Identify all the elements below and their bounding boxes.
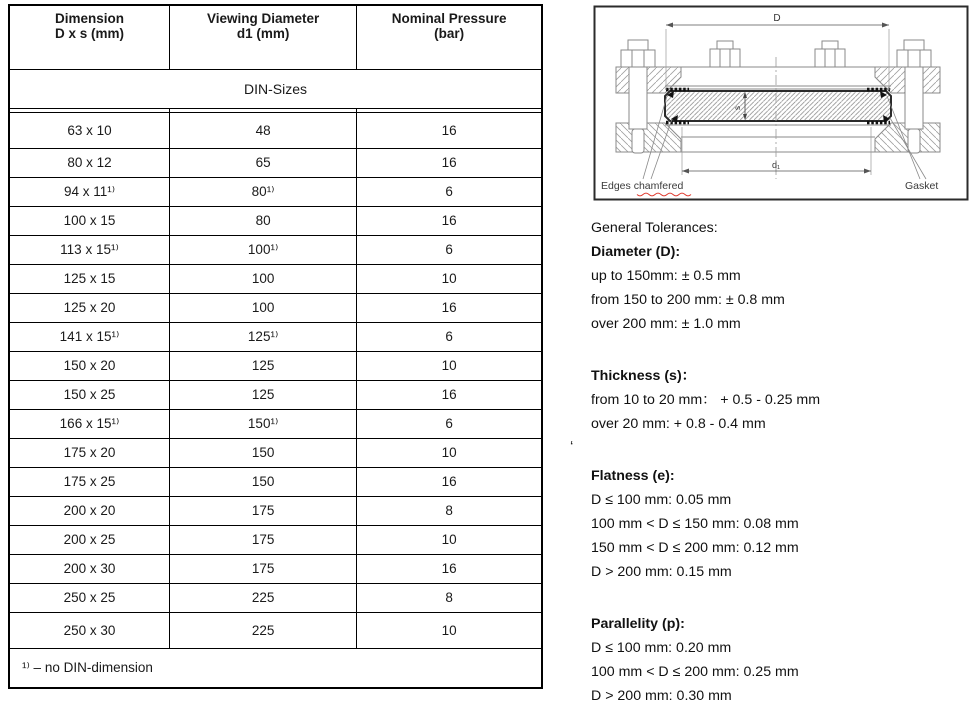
table-cell: 16 (357, 467, 542, 496)
tolerance-section (591, 612, 977, 708)
tolerance-line: 100 mm < D ≤ 150 mm: 0.08 mm (591, 516, 799, 532)
table-row (9, 322, 542, 351)
table-row (9, 438, 542, 467)
col-header-line2: (bar) (434, 26, 465, 41)
table-cell: 16 (357, 554, 542, 583)
table-cell: 175 x 20 (9, 438, 169, 467)
label-D: D (773, 13, 781, 24)
tolerance-line: 150 mm < D ≤ 200 mm: 0.12 mm (591, 540, 799, 556)
table-cell: 94 x 11¹⁾ (9, 177, 169, 206)
table-cell: 65 (169, 148, 356, 177)
table-row (9, 112, 542, 148)
table-row (9, 293, 542, 322)
table-cell: 225 (169, 583, 356, 612)
table-cell: 166 x 15¹⁾ (9, 409, 169, 438)
table-cell: 225 (169, 612, 356, 648)
table-cell: 80¹⁾ (169, 177, 356, 206)
table-cell: 200 x 25 (9, 525, 169, 554)
table-cell: 6 (357, 235, 542, 264)
table-cell: 80 (169, 206, 356, 235)
table-cell: 100 (169, 264, 356, 293)
table-cell: 16 (357, 380, 542, 409)
din-sizes-section-row (9, 69, 542, 108)
tolerance-line: over 200 mm: ± 1.0 mm (591, 316, 741, 332)
col-header-line1: Viewing Diameter (206, 11, 320, 26)
sight-glass-cross-section-diagram (593, 5, 969, 201)
table-cell: 250 x 30 (9, 612, 169, 648)
table-cell: 48 (169, 112, 356, 148)
tolerance-line: D ≤ 100 mm: 0.05 mm (591, 492, 732, 508)
tolerance-line: from 10 to 20 mm： + 0.5 - 0.25 mm (591, 392, 821, 408)
tolerance-section-title: Parallelity (p): (591, 616, 685, 632)
tolerance-line: up to 150mm: ± 0.5 mm (591, 268, 741, 284)
table-body (9, 112, 542, 648)
tolerance-sections (591, 240, 977, 708)
glass-disc (665, 91, 891, 121)
table-cell: 250 x 25 (9, 583, 169, 612)
col-header-viewing-diameter (169, 5, 356, 69)
table-row (9, 525, 542, 554)
edges-chamfered-label: Edges chamfered (601, 180, 684, 192)
table-cell: 10 (357, 264, 542, 293)
table-cell: 10 (357, 612, 542, 648)
table-cell: 175 (169, 525, 356, 554)
table-cell: 150¹⁾ (169, 409, 356, 438)
table-cell: 200 x 30 (9, 554, 169, 583)
table-row (9, 206, 542, 235)
table-cell: 175 (169, 554, 356, 583)
table-cell: 10 (357, 351, 542, 380)
table-cell: 8 (357, 496, 542, 525)
table-row (9, 264, 542, 293)
table-cell: 150 x 25 (9, 380, 169, 409)
table-cell: 16 (357, 206, 542, 235)
col-header-nominal-pressure (357, 5, 542, 69)
table-cell: 150 (169, 438, 356, 467)
col-header-line2: d1 (mm) (236, 26, 290, 41)
table-row (9, 380, 542, 409)
tolerance-section-title: Diameter (D): (591, 244, 681, 260)
table-cell: 16 (357, 293, 542, 322)
table-cell: 141 x 15¹⁾ (9, 322, 169, 351)
tolerance-line: from 150 to 200 mm: ± 0.8 mm (591, 292, 785, 308)
stray-quote-mark: ‘ (570, 438, 574, 455)
table-cell: 175 x 25 (9, 467, 169, 496)
tolerance-section (591, 240, 977, 336)
tolerance-section-title: Flatness (e): (591, 468, 675, 484)
table-cell: 16 (357, 148, 542, 177)
gasket-label: Gasket (905, 180, 939, 192)
table-cell: 16 (357, 112, 542, 148)
table-row (9, 177, 542, 206)
din-sizes-label: DIN-Sizes (9, 69, 542, 108)
table-row (9, 467, 542, 496)
table-cell: 100 (169, 293, 356, 322)
table-cell: 113 x 15¹⁾ (9, 235, 169, 264)
table-row (9, 235, 542, 264)
table-cell: 6 (357, 322, 542, 351)
table-cell: 175 (169, 496, 356, 525)
table-row (9, 496, 542, 525)
tolerance-line: 100 mm < D ≤ 200 mm: 0.25 mm (591, 664, 799, 680)
table-row (9, 554, 542, 583)
table-row (9, 148, 542, 177)
table-cell: 6 (357, 409, 542, 438)
tolerance-section-title: Thickness (s)： (591, 368, 696, 384)
tolerances-intro: General Tolerances: (591, 220, 718, 236)
tolerance-section (591, 464, 977, 584)
table-cell: 125¹⁾ (169, 322, 356, 351)
tolerance-line: D ≤ 100 mm: 0.20 mm (591, 640, 732, 656)
table-cell: 150 x 20 (9, 351, 169, 380)
table-header-row (9, 5, 542, 69)
tolerance-section (591, 364, 977, 436)
table-cell: 100 x 15 (9, 206, 169, 235)
tolerance-line: D > 200 mm: 0.30 mm (591, 688, 732, 704)
table-cell: 63 x 10 (9, 112, 169, 148)
table-cell: 10 (357, 525, 542, 554)
col-header-dimension (9, 5, 169, 69)
table-cell: 6 (357, 177, 542, 206)
table-row (9, 409, 542, 438)
table-row (9, 583, 542, 612)
general-tolerances-block (591, 216, 977, 708)
din-sizes-table (8, 4, 543, 689)
col-header-line2: D x s (mm) (54, 26, 124, 41)
tolerance-line: over 20 mm: + 0.8 - 0.4 mm (591, 416, 766, 432)
table-row (9, 351, 542, 380)
table-cell: 10 (357, 438, 542, 467)
tolerance-line: D > 200 mm: 0.15 mm (591, 564, 732, 580)
table-cell: 8 (357, 583, 542, 612)
table-cell: 125 x 20 (9, 293, 169, 322)
table-footnote-row (9, 648, 542, 688)
table-cell: 125 (169, 351, 356, 380)
label-s: s (733, 106, 742, 110)
table-cell: 200 x 20 (9, 496, 169, 525)
label-d1: d₁ (771, 160, 781, 170)
footnote-text: ¹⁾ – no DIN-dimension (9, 648, 542, 688)
table-cell: 125 x 15 (9, 264, 169, 293)
table-cell: 100¹⁾ (169, 235, 356, 264)
table-row (9, 612, 542, 648)
col-header-line1: Dimension (54, 11, 124, 26)
table-cell: 125 (169, 380, 356, 409)
table-cell: 150 (169, 467, 356, 496)
col-header-line1: Nominal Pressure (391, 11, 507, 26)
table-cell: 80 x 12 (9, 148, 169, 177)
